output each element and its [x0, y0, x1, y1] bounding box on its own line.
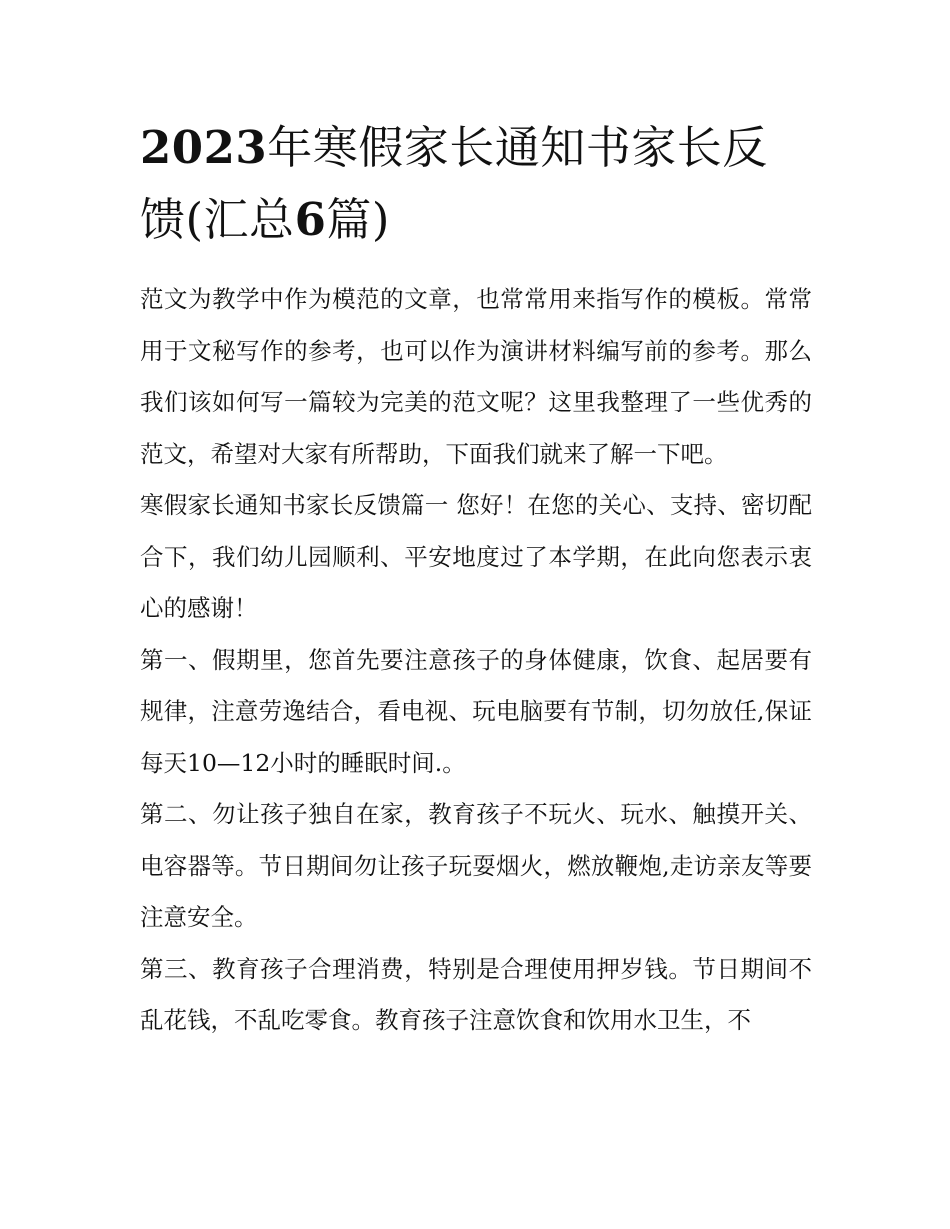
title-count: 6 [294, 193, 327, 246]
document-body [140, 274, 812, 1047]
title-text: 年寒假家长通知书家长反馈(汇总 [140, 121, 768, 246]
point-two-paragraph: 第二、勿让孩子独自在家，教育孩子不玩火、玩水、触摸开关、电容器等。节日期间勿让孩子玩耍烟火，燃放鞭炮,走访亲友等要注意安全。 [140, 800, 812, 931]
intro-paragraph: 范文为教学中作为模范的文章，也常常用来指写作的模板。常常用于文秘写作的参考，也可以作为演讲材料编写前的参考。那么我们该如何写一篇较为完美的范文呢？这里我整理了一些优秀的范文，希望对大家有所帮助，下面我们就来了解一下吧。 [140, 285, 812, 468]
point-one-paragraph: 第一、假期里，您首先要注意孩子的身体健康，饮食、起居要有规律，注意劳逸结合，看电视、玩电脑要有节制，切勿放任,保证每天10—12小时的睡眠时间.。 [140, 645, 812, 777]
title-suffix: 篇) [326, 193, 390, 246]
document-title [140, 112, 812, 256]
document-page [140, 112, 812, 1047]
title-year: 2023 [140, 121, 268, 174]
greeting-paragraph: 寒假家长通知书家长反馈篇一 您好！在您的关心、支持、密切配合下，我们幼儿园顺利、平安地度过了本学期，在此向您表示衷心的感谢！ [140, 491, 812, 622]
point-three-paragraph: 第三、教育孩子合理消费，特别是合理使用押岁钱。节日期间不乱花钱，不乱吃零食。教育孩子注意饮食和饮用水卫生，不 [140, 954, 812, 1034]
